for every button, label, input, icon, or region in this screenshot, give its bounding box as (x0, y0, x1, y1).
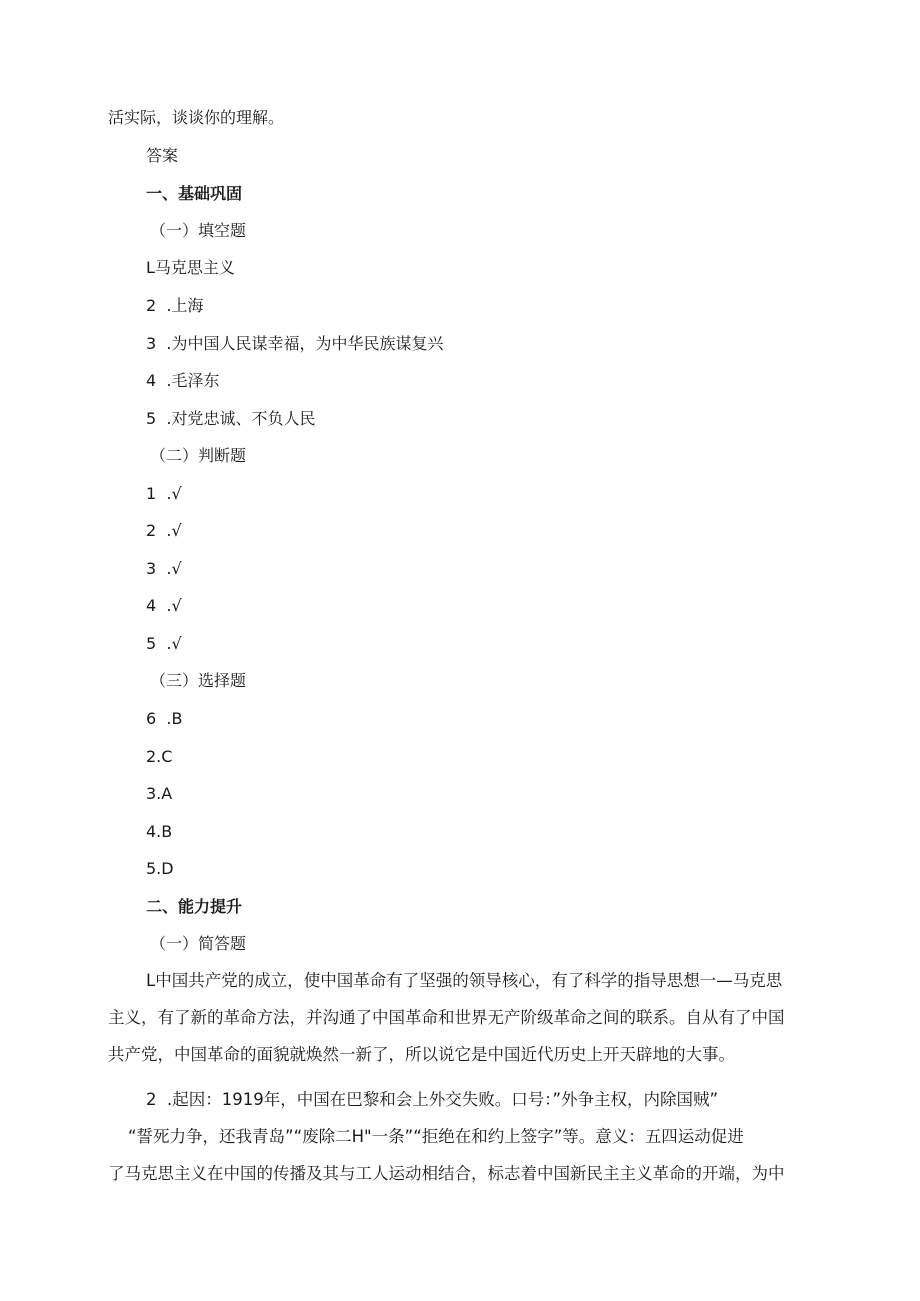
true-false-answer-4: 4 .√ (146, 596, 182, 615)
fill-blank-heading: （一）填空题 (150, 221, 247, 240)
short-answer-2-line-3: 了马克思主义在中国的传播及其与工人运动相结合，标志着中国新民主主义革命的开端，为中 (108, 1164, 785, 1183)
true-false-heading: （二）判断题 (150, 446, 247, 465)
multiple-choice-answer-4: 4.B (146, 822, 173, 841)
short-answer-2-line-1: 2 .起因：1919年，中国在巴黎和会上外交失败。口号：”外争主权，内除国贼” (146, 1090, 719, 1109)
multiple-choice-heading: （三）选择题 (150, 671, 247, 690)
true-false-answer-5: 5 .√ (146, 634, 182, 653)
section-1-heading: 一、基础巩固 (146, 184, 243, 203)
multiple-choice-answer-5: 5.D (146, 859, 174, 878)
fill-blank-answer-3: 3 .为中国人民谋幸福，为中华民族谋复兴 (146, 334, 444, 353)
answer-heading: 答案 (146, 146, 179, 165)
multiple-choice-answer-3: 3.A (146, 784, 173, 803)
fill-blank-answer-5: 5 .对党忠诚、不负人民 (146, 409, 316, 428)
true-false-answer-1: 1 .√ (146, 484, 182, 503)
fill-blank-answer-4: 4 .毛泽东 (146, 371, 220, 390)
short-answer-1-line-2: 主义，有了新的革命方法，并沟通了中国革命和世界无产阶级革命之间的联系。自从有了中国 (108, 1008, 785, 1027)
true-false-answer-3: 3 .√ (146, 559, 182, 578)
section-2-heading: 二、能力提升 (146, 897, 243, 916)
multiple-choice-answer-2: 2.C (146, 747, 173, 766)
true-false-answer-2: 2 .√ (146, 521, 182, 540)
short-answer-2 (108, 1081, 808, 1192)
short-answer-2-line-2: “誓死力争，还我青岛”“废除二H"一条”“拒绝在和约上签字”等。意义：五四运动促进 (128, 1127, 744, 1146)
fill-blank-answer-2: 2 .上海 (146, 296, 204, 315)
short-answer-1-line-3: 共产党，中国革命的面貌就焕然一新了，所以说它是中国近代历史上开天辟地的大事。 (108, 1045, 735, 1064)
continued-question-text: 活实际，谈谈你的理解。 (108, 108, 285, 127)
short-answer-1-line-1: L中国共产党的成立，使中国革命有了坚强的领导核心，有了科学的指导思想一—马克思 (146, 971, 783, 990)
multiple-choice-answer-1: 6 .B (146, 709, 183, 728)
short-answer-heading: （一）简答题 (150, 934, 247, 953)
short-answer-1 (108, 962, 808, 1073)
fill-blank-answer-1: L马克思主义 (146, 258, 235, 277)
